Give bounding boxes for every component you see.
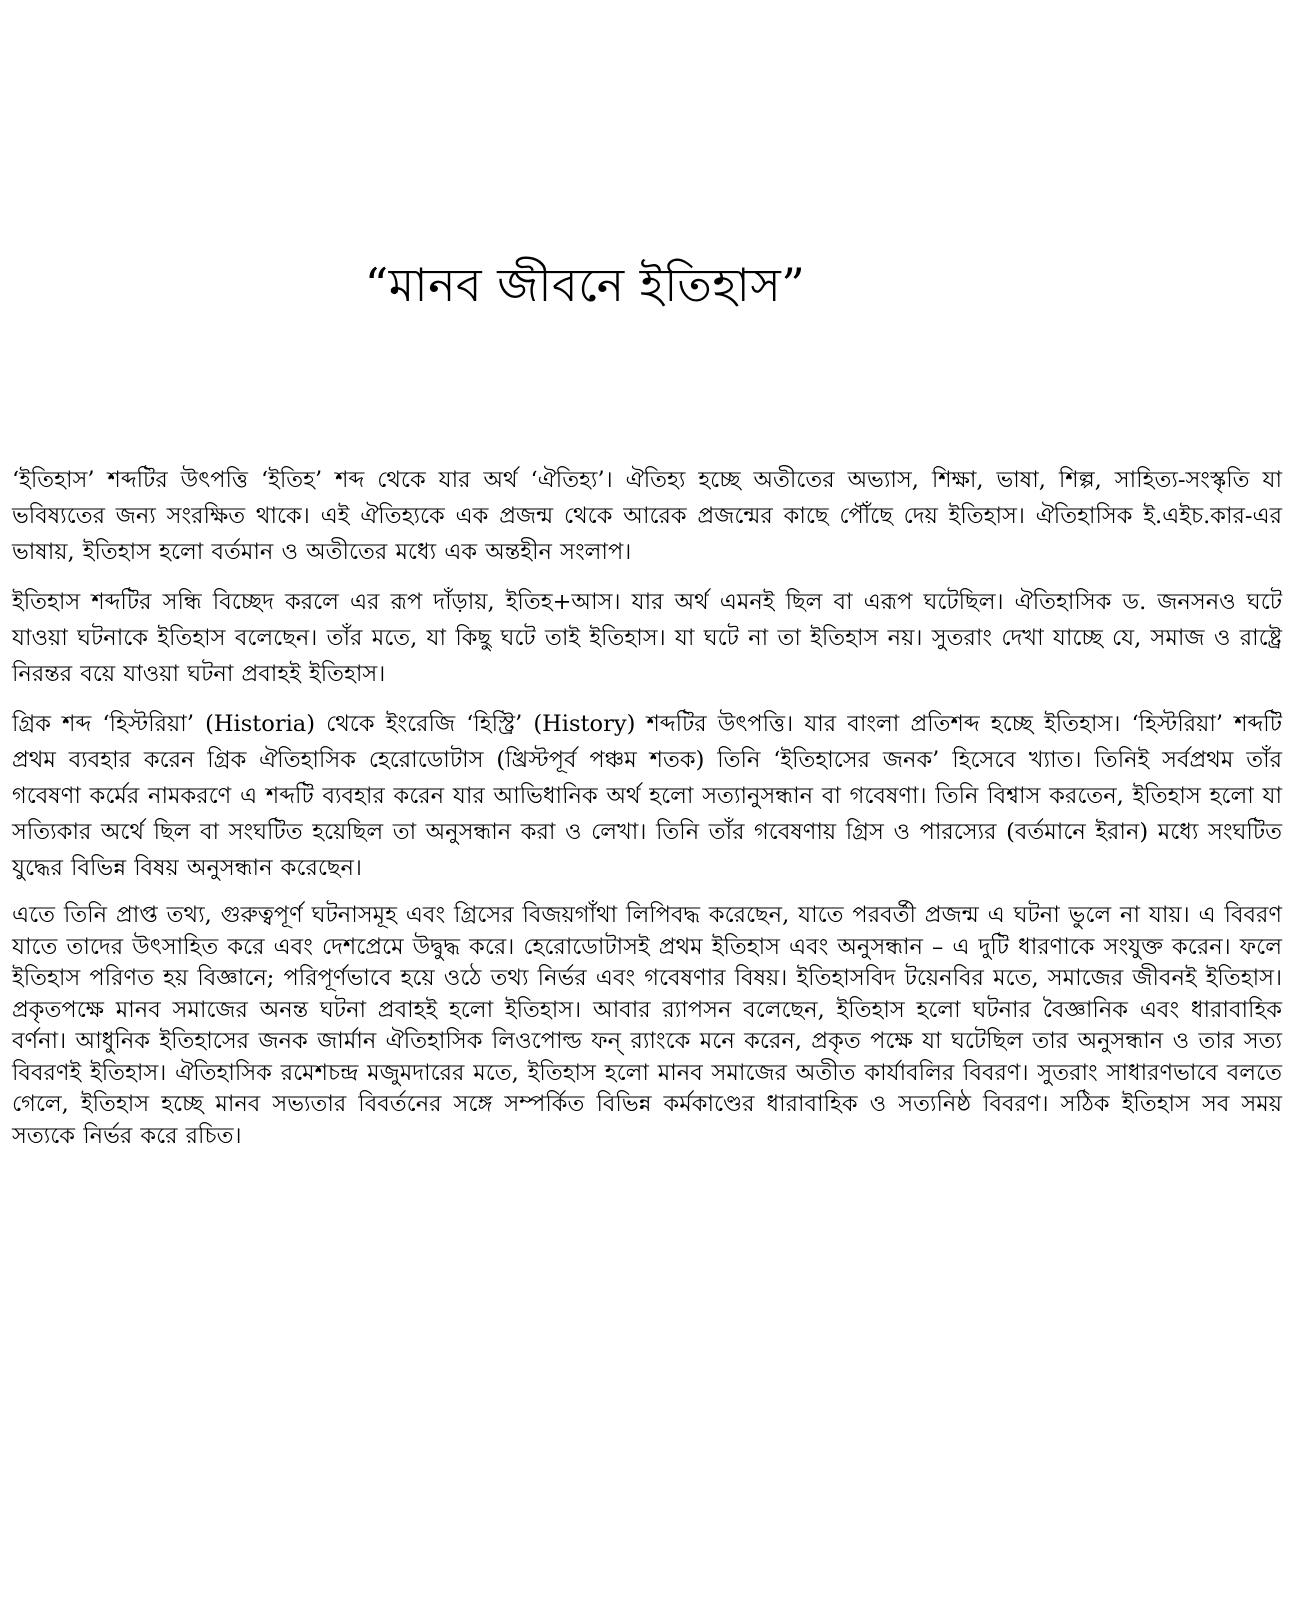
paragraph-etymology: ‘ইতিহাস’ শব্দটির উৎপত্তি ‘ইতিহ’ শব্দ থেকে যার অর্থ ‘ঐতিহ্য’। ঐতিহ্য হচ্ছে অতীতের অভ্যাস, শিক্ষা, ভাষা, শিল্প, সাহিত্য-সংস্কৃতি যা ভবিষ্যতের জন্য সংরক্ষিত থাকে। এই ঐতিহ্যকে এক প্রজন্ম থেকে আরেক প্রজন্মের কাছে পৌঁছে দেয় ইতিহাস। ঐতিহাসিক ই.এইচ.কার-এর ভাষায়, ইতিহাস হলো বর্তমান ও অতীতের মধ্যে এক অন্তহীন সংলাপ। [12, 467, 1282, 565]
paragraph-historia: গ্রিক শব্দ ‘হিস্টরিয়া’ (Historia) থেকে ইংরেজি ‘হিস্ট্রি’ (History) শব্দটির উৎপত্তি। যার বাংলা প্রতিশব্দ হচ্ছে ইতিহাস। ‘হিস্টরিয়া’ শব্দটি প্রথম ব্যবহার করেন গ্রিক ঐতিহাসিক হেরোডোটাস (খ্রিস্টপূর্ব পঞ্চম শতক) তিনি ‘ইতিহাসের জনক’ হিসেবে খ্যাত। তিনিই সর্বপ্রথম তাঁর গবেষণা কর্মের নামকরণে এ শব্দটি ব্যবহার করেন যার আভিধানিক অর্থ হলো সত্যানুসন্ধান বা গবেষণা। তিনি বিশ্বাস করতেন, ইতিহাস হলো যা সত্যিকার অর্থে ছিল বা সংঘটিত হয়েছিল তা অনুসন্ধান করা ও লেখা। তিনি তাঁর গবেষণায় গ্রিস ও পারস্যের (বর্তমানে ইরান) মধ্যে সংঘটিত যুদ্ধের বিভিন্ন বিষয় অনুসন্ধান করেছেন। [12, 711, 1282, 881]
body-text [12, 462, 1282, 1166]
paragraph-sandhi: ইতিহাস শব্দটির সন্ধি বিচ্ছেদ করলে এর রূপ দাঁড়ায়, ইতিহ+আস। যার অর্থ এমনই ছিল বা এরূপ ঘটেছিল। ঐতিহাসিক ড. জনসনও ঘটে যাওয়া ঘটনাকে ইতিহাস বলেছেন। তাঁর মতে, যা কিছু ঘটে তাই ইতিহাস। যা ঘটে না তা ইতিহাস নয়। সুতরাং দেখা যাচ্ছে যে, সমাজ ও রাষ্ট্রে নিরন্তর বয়ে যাওয়া ঘটনা প্রবাহই ইতিহাস। [12, 589, 1282, 687]
paragraph-herodotus: এতে তিনি প্রাপ্ত তথ্য, গুরুত্বপূর্ণ ঘটনাসমূহ এবং গ্রিসের বিজয়গাঁথা লিপিবদ্ধ করেছেন, যাতে পরবর্তী প্রজন্ম এ ঘটনা ভুলে না যায়। এ বিবরণ যাতে তাদের উৎসাহিত করে এবং দেশপ্রেমে উদ্বুদ্ধ করে। হেরোডোটাসই প্রথম ইতিহাস এবং অনুসন্ধান – এ দুটি ধারণাকে সংযুক্ত করেন। ফলে ইতিহাস পরিণত হয় বিজ্ঞানে; পরিপূর্ণভাবে হয়ে ওঠে তথ্য নির্ভর এবং গবেষণার বিষয়। ইতিহাসবিদ টয়েনবির মতে, সমাজের জীবনই ইতিহাস। প্রকৃতপক্ষে মানব সমাজের অনন্ত ঘটনা প্রবাহই হলো ইতিহাস। আবার র‍্যাপসন বলেছেন, ইতিহাস হলো ঘটনার বৈজ্ঞানিক এবং ধারাবাহিক বর্ণনা। আধুনিক ইতিহাসের জনক জার্মান ঐতিহাসিক লিওপোল্ড ফন্ র‍্যাংকে মনে করেন, প্রকৃত পক্ষে যা ঘটেছিল তার অনুসন্ধান ও তার সত্য বিবরণই ইতিহাস। ঐতিহাসিক রমেশচন্দ্র মজুমদারের মতে, ইতিহাস হলো মানব সমাজের অতীত কার্যাবলির বিবরণ। সুতরাং সাধারণভাবে বলতে গেলে, ইতিহাস হচ্ছে মানব সভ্যতার বিবর্তনের সঙ্গে সম্পর্কিত বিভিন্ন কর্মকাণ্ডের ধারাবাহিক ও সত্যনিষ্ঠ বিবরণ। সঠিক ইতিহাস সব সময় সত্যকে নির্ভর করে রচিত। [12, 902, 1283, 1149]
page-title: “মানব জীবনে ইতিহাস” [364, 258, 806, 312]
